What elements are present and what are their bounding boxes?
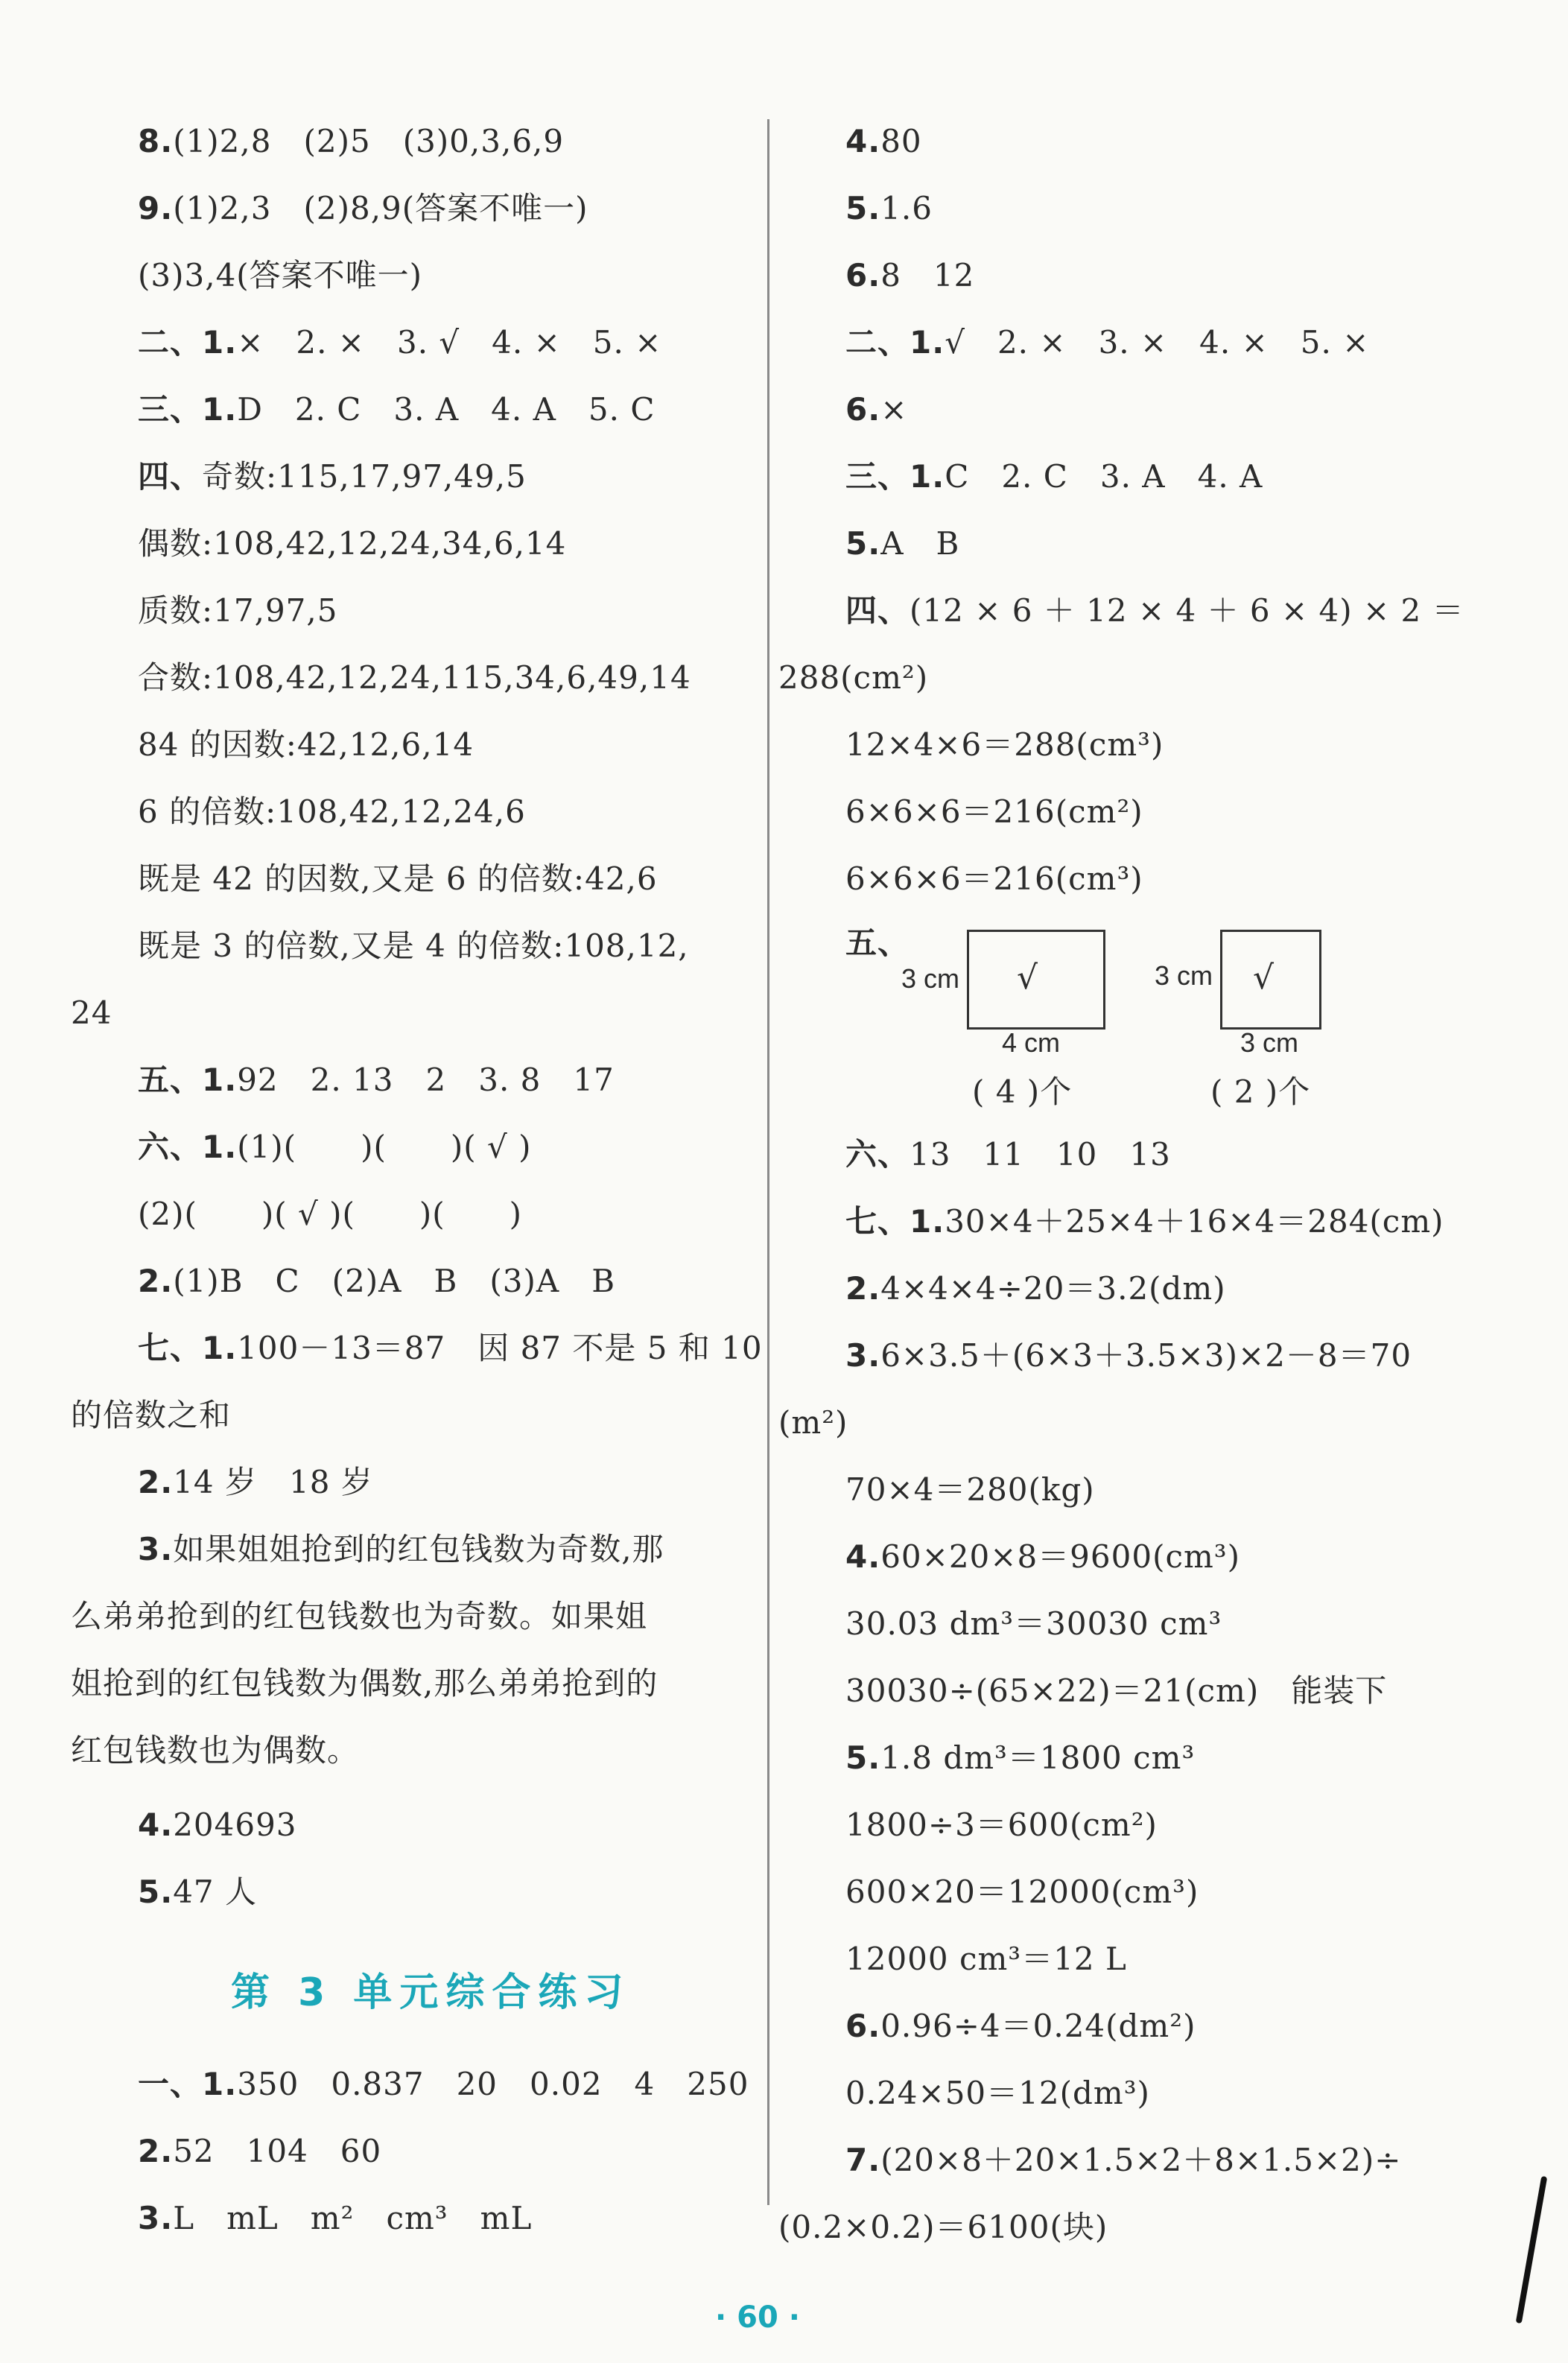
answer-line: 既是 42 的因数,又是 6 的倍数:42,6 [138, 860, 658, 897]
scan-mark [1516, 2176, 1548, 2324]
answer-line: 2.4×4×4÷20＝3.2(dm) [845, 1270, 1226, 1307]
answer-line: 四、奇数:115,17,97,49,5 [138, 458, 527, 495]
answer-line: 质数:17,97,5 [138, 592, 338, 629]
answer-line: 么弟弟抢到的红包钱数也为奇数。如果姐 [71, 1598, 648, 1634]
answer-line: 4.204693 [138, 1807, 297, 1843]
answer-line: 6.0.96÷4＝0.24(dm²) [845, 2008, 1196, 2044]
answer-line: 三、1.C 2. C 3. A 4. A [845, 458, 1263, 495]
answer-line: 600×20＝12000(cm³) [845, 1874, 1199, 1910]
answer-line: 5.47 人 [138, 1874, 257, 1910]
answer-line: 五、1.92 2. 13 2 3. 8 17 [138, 1062, 615, 1098]
box2-side-label: 3 cm [1155, 960, 1213, 991]
answer-line: 2.14 岁 18 岁 [138, 1464, 373, 1500]
box1-count: ( 4 )个 [972, 1073, 1073, 1110]
answer-line: 8.(1)2,8 (2)5 (3)0,3,6,9 [138, 123, 565, 159]
answer-line: 12×4×6＝288(cm³) [845, 726, 1164, 763]
box1-check-icon: √ [1017, 959, 1039, 997]
section-title: 第 3 单元综合练习 [231, 1970, 631, 2015]
box2-count: ( 2 )个 [1210, 1073, 1311, 1110]
answer-line: 70×4＝280(kg) [845, 1471, 1095, 1508]
answer-line: 偶数:108,42,12,24,34,6,14 [138, 525, 567, 562]
answer-line: 2.(1)B C (2)A B (3)A B [138, 1263, 616, 1299]
answer-line: (m²) [778, 1404, 848, 1441]
answer-line: 3.6×3.5＋(6×3＋3.5×3)×2－8＝70 [845, 1337, 1412, 1374]
answer-line: 288(cm²) [778, 659, 929, 696]
answer-line: 合数:108,42,12,24,115,34,6,49,14 [138, 659, 691, 696]
answer-line: 1800÷3＝600(cm²) [845, 1807, 1158, 1843]
figure-label: 五、 [845, 924, 910, 961]
box1-side-label: 3 cm [901, 963, 960, 994]
answer-line: 四、(12 × 6 ＋ 12 × 4 ＋ 6 × 4) × 2 ＝ [845, 592, 1464, 629]
answer-line: 12000 cm³＝12 L [845, 1941, 1127, 1977]
answer-line: 6.8 12 [845, 257, 975, 294]
answer-line: 9.(1)2,3 (2)8,9(答案不唯一) [138, 190, 588, 226]
answer-line: 2.52 104 60 [138, 2133, 382, 2169]
answer-line: (0.2×0.2)＝6100(块) [778, 2209, 1108, 2245]
answer-line: (2)( )( √ )( )( ) [138, 1196, 523, 1232]
page-number: · 60 · [715, 2300, 800, 2335]
answer-line: 30030÷(65×22)＝21(cm) 能装下 [845, 1672, 1388, 1709]
answer-line: (3)3,4(答案不唯一) [138, 257, 423, 294]
column-divider [767, 119, 769, 2205]
answer-line: 6×6×6＝216(cm²) [845, 793, 1143, 830]
box2-bottom-label: 3 cm [1240, 1027, 1299, 1058]
answer-line: 既是 3 的倍数,又是 4 的倍数:108,12, [138, 927, 689, 964]
answer-line: 红包钱数也为偶数。 [71, 1732, 360, 1769]
answer-line: 六、13 11 10 13 [845, 1136, 1171, 1173]
answer-line: 4.60×20×8＝9600(cm³) [845, 1538, 1241, 1575]
answer-line: 3.L mL m² cm³ mL [138, 2200, 533, 2236]
answer-line: 一、1.350 0.837 20 0.02 4 250 [138, 2066, 749, 2102]
answer-line: 24 [71, 995, 112, 1031]
answer-line: 二、1.× 2. × 3. √ 4. × 5. × [138, 324, 662, 361]
answer-line: 84 的因数:42,12,6,14 [138, 726, 474, 763]
answer-line: 5.1.6 [845, 190, 933, 226]
box1-bottom-label: 4 cm [1002, 1027, 1061, 1058]
answer-line: 六、1.(1)( )( )( √ ) [138, 1129, 532, 1165]
answer-line: 七、1.30×4＋25×4＋16×4＝284(cm) [845, 1203, 1444, 1240]
answer-line: 二、1.√ 2. × 3. × 4. × 5. × [845, 324, 1370, 361]
answer-line: 姐抢到的红包钱数为偶数,那么弟弟抢到的 [71, 1665, 658, 1701]
box2-check-icon: √ [1253, 959, 1275, 997]
answer-line: 3.如果姐姐抢到的红包钱数为奇数,那 [138, 1531, 664, 1567]
answer-line: 的倍数之和 [71, 1397, 232, 1433]
answer-line: 6×6×6＝216(cm³) [845, 860, 1143, 897]
answer-line: 6.× [845, 391, 908, 428]
answer-line: 5.A B [845, 525, 960, 562]
answer-line: 6 的倍数:108,42,12,24,6 [138, 793, 526, 830]
answer-line: 30.03 dm³＝30030 cm³ [845, 1605, 1222, 1642]
answer-line: 4.80 [845, 123, 922, 159]
answer-line: 七、1.100－13＝87 因 87 不是 5 和 10 [138, 1330, 763, 1366]
answer-line: 0.24×50＝12(dm³) [845, 2075, 1150, 2111]
answer-line: 三、1.D 2. C 3. A 4. A 5. C [138, 391, 656, 428]
answer-line: 5.1.8 dm³＝1800 cm³ [845, 1739, 1196, 1776]
answer-line: 7.(20×8＋20×1.5×2＋8×1.5×2)÷ [845, 2142, 1402, 2178]
